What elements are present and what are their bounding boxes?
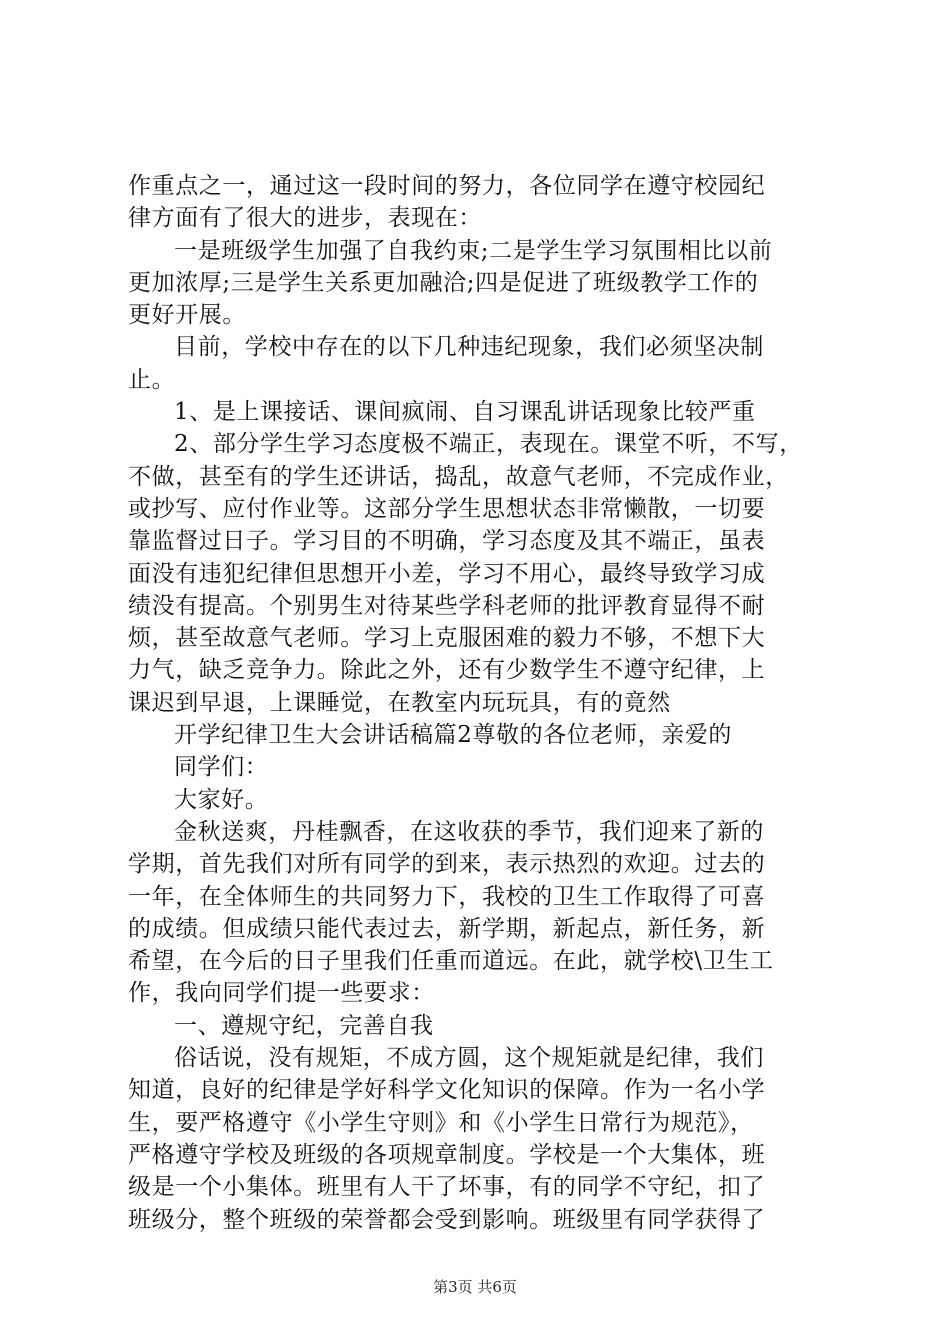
text-line: 一、遵规守纪，完善自我 <box>174 1012 434 1039</box>
text-line: 2、部分学生学习态度极不端正，表现在。课堂不听，不写， <box>174 431 803 458</box>
text-line: 严格遵守学校及班级的各项规章制度。学校是一个大集体，班 <box>128 1141 766 1168</box>
text-line: 律方面有了很大的进步，表现在： <box>128 205 482 232</box>
text-line: 一年，在全体师生的共同努力下，我校的卫生工作取得了可喜 <box>128 883 766 910</box>
text-line: 绩没有提高。个别男生对待某些学科老师的批评教育显得不耐 <box>128 592 766 619</box>
text-line: 更好开展。 <box>128 302 246 329</box>
text-line: 目前，学校中存在的以下几种违纪现象，我们必须坚决制 <box>174 334 764 361</box>
text-line: 1、是上课接话、课间疯闹、自习课乱讲话现象比较严重 <box>174 399 756 426</box>
text-line: 级是一个小集体。班里有人干了坏事，有的同学不守纪，扣了 <box>128 1174 766 1201</box>
text-line: 生，要严格遵守《小学生守则》和《小学生日常行为规范》， <box>128 1109 754 1136</box>
text-line: 力气，缺乏竞争力。除此之外，还有少数学生不遵守纪律，上 <box>128 657 766 684</box>
text-line: 大家好。 <box>174 786 269 813</box>
text-line: 不做，甚至有的学生还讲话，捣乱，故意气老师，不完成作业， <box>128 463 789 490</box>
text-line: 作重点之一，通过这一段时间的努力，各位同学在遵守校园纪 <box>128 173 766 199</box>
page-footer: 第3页 共6页 <box>433 1278 517 1296</box>
text-line: 的成绩。但成绩只能代表过去，新学期，新起点，新任务，新 <box>128 915 766 942</box>
text-line: 一是班级学生加强了自我约束;二是学生学习氛围相比以前 <box>174 237 773 264</box>
text-line: 金秋送爽，丹桂飘香，在这收获的季节，我们迎来了新的 <box>174 818 764 845</box>
document-body <box>128 170 838 1236</box>
text-line: 同学们： <box>174 754 269 781</box>
text-line: 学期，首先我们对所有同学的到来，表示热烈的欢迎。过去的 <box>128 851 766 878</box>
text-line: 更加浓厚;三是学生关系更加融洽;四是促进了班级教学工作的 <box>128 269 759 296</box>
text-line: 课迟到早退，上课睡觉，在教室内玩玩具，有的竟然 <box>128 689 671 716</box>
text-line: 烦，甚至故意气老师。学习上克服困难的毅力不够，不想下大 <box>128 625 766 652</box>
text-line: 止。 <box>128 366 176 393</box>
text-line: 或抄写、应付作业等。这部分学生思想状态非常懒散，一切要 <box>128 495 766 522</box>
text-line: 开学纪律卫生大会讲话稿篇2尊敬的各位老师，亲爱的 <box>174 722 733 749</box>
text-line: 作，我向同学们提一些要求： <box>128 980 435 1007</box>
text-line: 面没有违犯纪律但思想开小差，学习不用心，最终导致学习成 <box>128 560 766 587</box>
text-line: 俗话说，没有规矩，不成方圆，这个规矩就是纪律，我们 <box>174 1045 764 1072</box>
text-line: 靠监督过日子。学习目的不明确，学习态度及其不端正，虽表 <box>128 528 766 555</box>
text-line: 班级分，整个班级的荣誉都会受到影响。班级里有同学获得了 <box>128 1206 766 1233</box>
text-line: 希望，在今后的日子里我们任重而道远。在此，就学校\卫生工 <box>128 948 774 975</box>
text-line: 知道，良好的纪律是学好科学文化知识的保障。作为一名小学 <box>128 1077 766 1104</box>
